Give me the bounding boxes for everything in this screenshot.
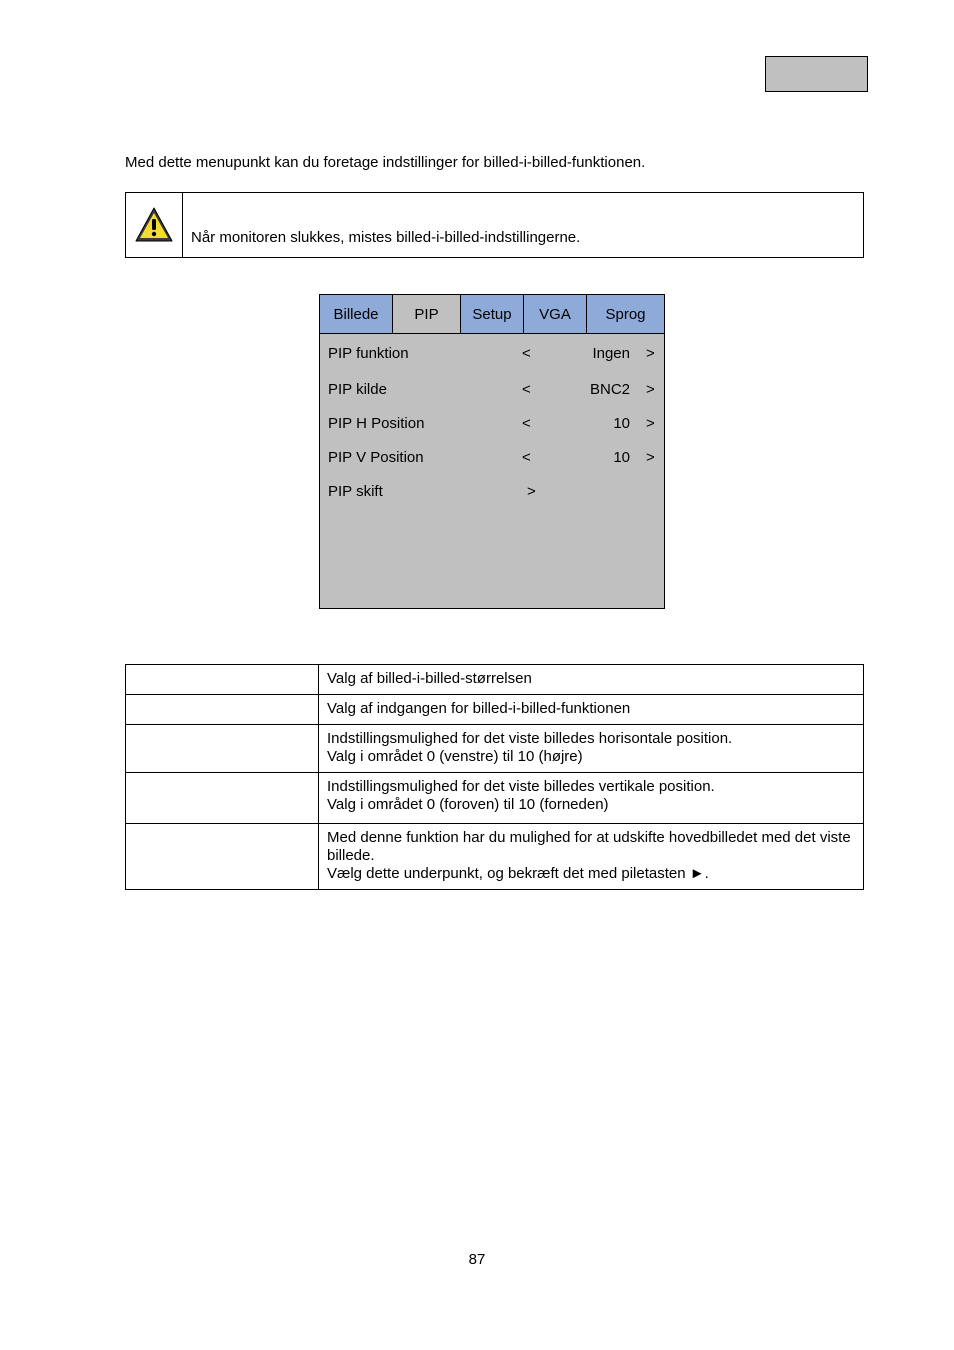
table-desc-cell	[319, 824, 864, 890]
warning-text: Når monitoren slukkes, mistes billed-i-billed-indstillingerne.	[191, 229, 581, 246]
desc-line: Vælg dette underpunkt, og bekræft det med piletasten ►.	[327, 865, 709, 882]
table-desc-cell	[319, 725, 864, 773]
desc-line: Med denne funktion har du mulighed for at udskifte hovedbilledet med det viste billede.	[327, 829, 851, 864]
intro-text: Med dette menupunkt kan du foretage indstillinger for billed-i-billed-funktionen.	[125, 154, 646, 171]
osd-row-label: PIP H Position	[328, 415, 425, 432]
desc-line: Valg af billed-i-billed-størrelsen	[327, 670, 532, 687]
settings-description-table	[125, 664, 864, 890]
osd-right-arrow[interactable]: >	[527, 483, 536, 500]
osd-row-value: BNC2	[589, 381, 630, 398]
osd-row-label: PIP funktion	[328, 345, 409, 362]
osd-left-arrow[interactable]: <	[522, 449, 531, 466]
warning-note	[125, 192, 864, 258]
desc-line: Indstillingsmulighed for det viste billedes horisontale position.	[327, 730, 733, 747]
osd-right-arrow[interactable]: >	[646, 449, 655, 466]
table-key-cell	[126, 824, 319, 890]
desc-line: Valg i området 0 (venstre) til 10 (højre)	[327, 748, 583, 765]
desc-line: Valg i området 0 (foroven) til 10 (forneden)	[327, 796, 609, 813]
osd-row-value: Ingen	[592, 345, 630, 362]
osd-row-pip-v-position[interactable]	[320, 449, 664, 469]
table-key-cell	[126, 665, 319, 695]
page-number: 87	[468, 1251, 486, 1268]
osd-row-label: PIP skift	[328, 483, 383, 500]
table-row	[126, 725, 864, 773]
tab-vga[interactable]: VGA	[524, 295, 587, 333]
tab-setup[interactable]: Setup	[461, 295, 524, 333]
osd-right-arrow[interactable]: >	[646, 381, 655, 398]
table-desc-cell	[319, 665, 864, 695]
tab-billede[interactable]: Billede	[320, 295, 393, 333]
pip-osd-menu	[319, 294, 665, 609]
osd-row-pip-kilde[interactable]	[320, 381, 664, 401]
osd-left-arrow[interactable]: <	[522, 381, 531, 398]
tab-pip[interactable]: PIP	[393, 295, 461, 333]
table-row	[126, 665, 864, 695]
table-key-cell	[126, 695, 319, 725]
table-key-cell	[126, 773, 319, 824]
osd-row-value: 10	[613, 449, 630, 466]
table-row	[126, 773, 864, 824]
tab-sprog[interactable]: Sprog	[587, 295, 664, 333]
desc-line: Valg af indgangen for billed-i-billed-funktionen	[327, 700, 631, 717]
osd-row-pip-funktion[interactable]	[320, 345, 664, 365]
table-desc-cell	[319, 773, 864, 824]
osd-tab-bar	[320, 295, 664, 334]
osd-row-value: 10	[613, 415, 630, 432]
osd-row-pip-h-position[interactable]	[320, 415, 664, 435]
osd-row-label: PIP V Position	[328, 449, 424, 466]
osd-left-arrow[interactable]: <	[522, 415, 531, 432]
osd-right-arrow[interactable]: >	[646, 415, 655, 432]
osd-row-pip-skift[interactable]	[320, 483, 664, 503]
header-gray-box	[765, 56, 868, 92]
warning-triangle-icon	[134, 205, 174, 245]
desc-line: Indstillingsmulighed for det viste billedes vertikale position.	[327, 778, 715, 795]
osd-left-arrow[interactable]: <	[522, 345, 531, 362]
table-row	[126, 695, 864, 725]
table-key-cell	[126, 725, 319, 773]
osd-right-arrow[interactable]: >	[646, 345, 655, 362]
table-desc-cell	[319, 695, 864, 725]
osd-row-label: PIP kilde	[328, 381, 387, 398]
warning-icon-cell	[126, 193, 183, 257]
table-row	[126, 824, 864, 890]
